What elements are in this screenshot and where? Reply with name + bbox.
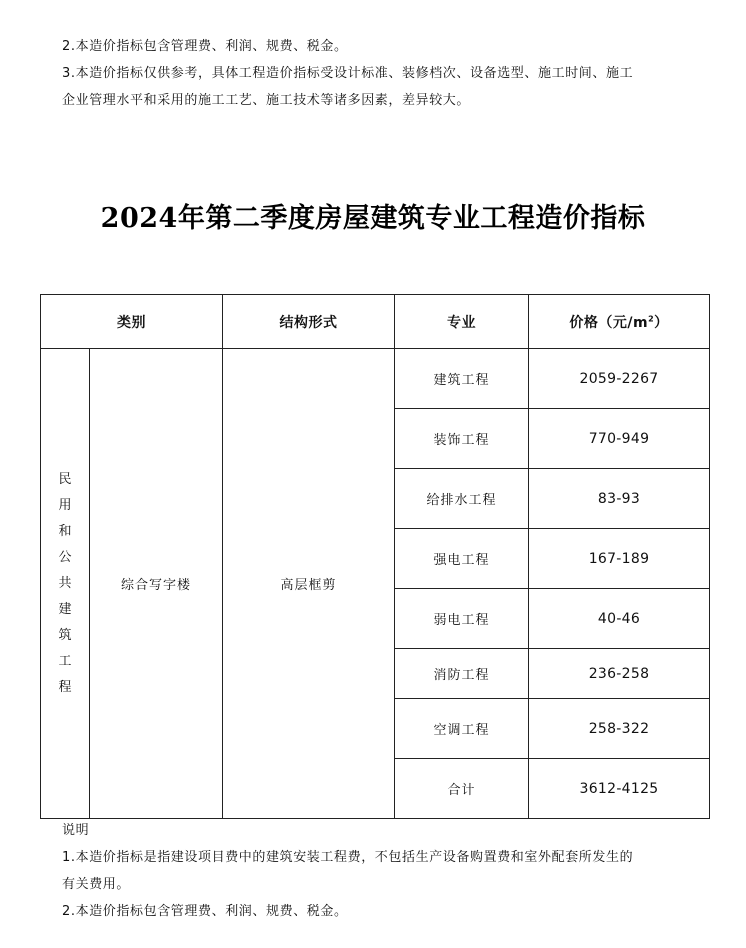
specialty-cell: 装饰工程 [395, 409, 529, 469]
header-price: 价格（元$/m^2$） [529, 295, 710, 349]
group-cell [41, 349, 90, 819]
specialty-cell: 消防工程 [395, 649, 529, 699]
notes-line-1-cont: 有关费用。 [62, 877, 131, 892]
notes-line-1: 1.本造价指标是指建设项目费中的建筑安装工程费，不包括生产设备购置费和室外配套所发生的 [62, 850, 634, 865]
header-specialty: 专业 [395, 295, 529, 349]
table-header-row [41, 295, 710, 349]
header-category: 类别 [41, 295, 223, 349]
price-cell: 167-189 [529, 529, 710, 589]
structure-type-cell: 高层框剪 [223, 349, 395, 819]
price-cell: 83-93 [529, 469, 710, 529]
notes-heading: 说明 [62, 823, 90, 838]
note-line-2: 2.本造价指标包含管理费、利润、规费、税金。 [62, 39, 348, 54]
group-label: 民用和公共建筑工程 [58, 471, 72, 695]
specialty-cell: 空调工程 [395, 699, 529, 759]
price-cell: 258-322 [529, 699, 710, 759]
specialty-cell: 建筑工程 [395, 349, 529, 409]
price-cell: 236-258 [529, 649, 710, 699]
page-title: 2024年第二季度房屋建筑专业工程造价指标 [100, 203, 646, 234]
price-cell: 3612-4125 [529, 759, 710, 819]
price-cell: 2059-2267 [529, 349, 710, 409]
note-line-3-cont: 企业管理水平和采用的施工工艺、施工技术等诸多因素，差异较大。 [62, 93, 471, 108]
header-structure: 结构形式 [223, 295, 395, 349]
cost-index-table [40, 294, 710, 819]
price-cell: 770-949 [529, 409, 710, 469]
notes-line-2: 2.本造价指标包含管理费、利润、规费、税金。 [62, 904, 348, 919]
note-line-3: 3.本造价指标仅供参考，具体工程造价指标受设计标准、装修档次、设备选型、施工时间、施工 [62, 66, 634, 81]
specialty-cell: 合计 [395, 759, 529, 819]
price-cell: 40-46 [529, 589, 710, 649]
table-row [41, 349, 710, 409]
building-type-cell: 综合写字楼 [90, 349, 223, 819]
specialty-cell: 弱电工程 [395, 589, 529, 649]
specialty-cell: 给排水工程 [395, 469, 529, 529]
specialty-cell: 强电工程 [395, 529, 529, 589]
